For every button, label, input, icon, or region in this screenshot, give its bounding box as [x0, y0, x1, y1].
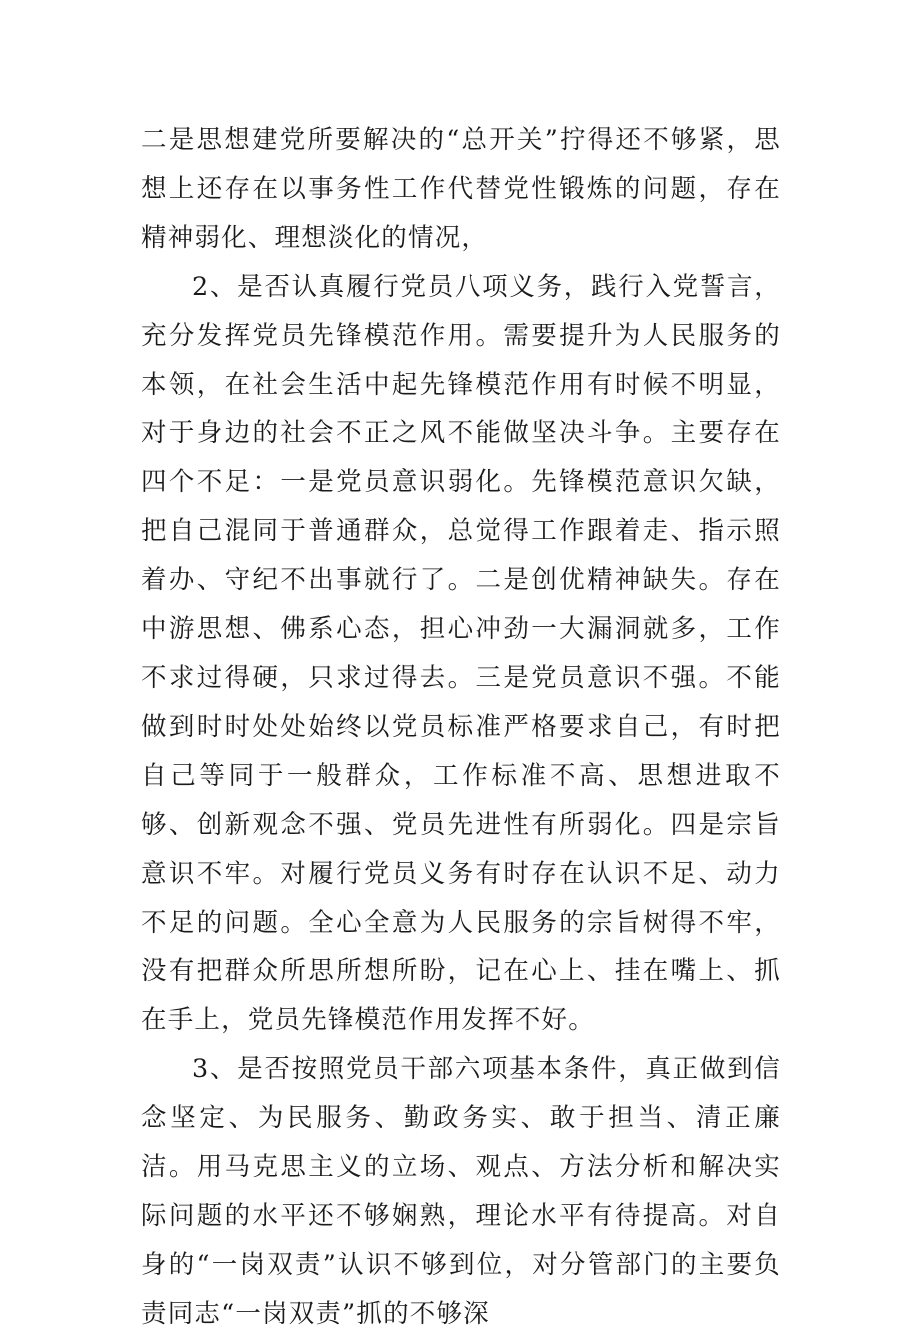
paragraph-six-conditions: 3、是否按照党员干部六项基本条件，真正做到信念坚定、为民服务、勤政务实、敢于担当、清正廉洁。用马克思主义的立场、观点、方法分析和解决实际问题的水平还不够娴熟，理论水平有待提高。对自身的“一岗双责”认识不够到位，对分管部门的主要负责同志“一岗双责”抓的不够深 — [141, 1054, 781, 1329]
paragraph-ideology: 二是思想建党所要解决的“总开关”拧得还不够紧，思想上还存在以事务性工作代替党性锻炼的问题，存在精神弱化、理想淡化的情况， — [141, 125, 781, 253]
document-body — [141, 116, 781, 1339]
paragraph-eight-obligations: 2、是否认真履行党员八项义务，践行入党誓言，充分发挥党员先锋模范作用。需要提升为人民服务的本领，在社会生活中起先锋模范作用有时候不明显，对于身边的社会不正之风不能做坚决斗争。主要存在四个不足：一是党员意识弱化。先锋模范意识欠缺，把自己混同于普通群众，总觉得工作跟着走、指示照着办、守纪不出事就行了。二是创优精神缺失。存在中游思想、佛系心态，担心冲劲一大漏洞就多，工作不求过得硬，只求过得去。三是党员意识不强。不能做到时时处处始终以党员标准严格要求自己，有时把自己等同于一般群众，工作标准不高、思想进取不够、创新观念不强、党员先进性有所弱化。四是宗旨意识不牢。对履行党员义务有时存在认识不足、动力不足的问题。全心全意为人民服务的宗旨树得不牢，没有把群众所思所想所盼，记在心上、挂在嘴上、抓在手上，党员先锋模范作用发挥不好。 — [141, 271, 781, 1036]
